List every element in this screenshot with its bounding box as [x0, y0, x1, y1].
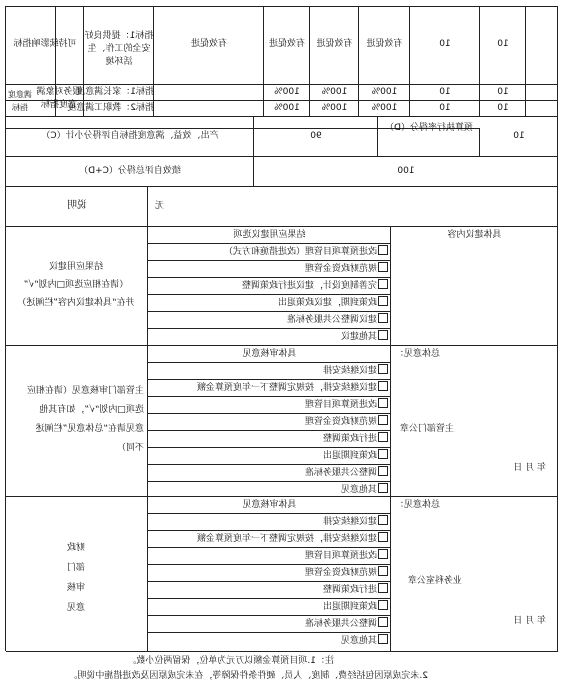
option-other[interactable]: [150, 482, 388, 499]
option-label: 建议继续安排，按规定调整下一年度预算金额: [196, 383, 377, 393]
checkbox[interactable]: [378, 600, 388, 610]
checkbox[interactable]: [378, 432, 388, 442]
checkbox[interactable]: [378, 483, 388, 493]
score-cell: 10: [439, 87, 451, 97]
option-continue[interactable]: [150, 363, 388, 380]
value-cell: 有效促进: [366, 39, 403, 49]
budget-score-value: 10: [513, 131, 525, 141]
option-label: 建议继续安排: [322, 517, 377, 527]
checkbox[interactable]: [378, 279, 388, 289]
row-divider: [6, 84, 558, 85]
footnote-2: 2.未完成原因包括经费、制度、人员、硬件条件保障等，在未完成原因及改进措施中说明。: [68, 671, 428, 681]
option-other[interactable]: [150, 329, 388, 346]
finance-options-header: 具体审核意见: [242, 500, 297, 510]
option-label: 政策到期退出: [322, 602, 377, 612]
score-cell: 10: [497, 87, 509, 97]
value-cell: 100%: [371, 87, 398, 97]
option-regulate-funds[interactable]: [150, 414, 388, 431]
option-label: 调整公共服务标准: [304, 468, 377, 478]
option-label: 改进预算项目管理（改进措施和方式）: [223, 247, 377, 257]
option-label: 改进预算项目管理: [304, 400, 377, 410]
option-improve-budget[interactable]: [150, 548, 388, 565]
dept-overall-label: 总体意见：: [394, 349, 440, 359]
value-cell: 有效促进: [269, 39, 306, 49]
option-continue[interactable]: [150, 514, 388, 531]
application-content-header: 具体建议内容: [447, 230, 502, 240]
label-line: 审核: [67, 583, 86, 593]
finance-date: 年 月 日: [513, 616, 546, 626]
category-sustainable: 可持续影响指标: [13, 39, 77, 49]
checkbox[interactable]: [378, 262, 388, 272]
option-continue-adjust[interactable]: [150, 380, 388, 397]
score-cell: 10: [497, 103, 509, 113]
option-label: 建议调整公共服务标准: [286, 315, 377, 325]
explain-label: 说明: [67, 200, 87, 211]
score-cell: 10: [497, 39, 509, 49]
option-label: 其他建议: [340, 332, 377, 342]
explain-value: 无: [154, 201, 164, 211]
dept-label: [8, 382, 144, 458]
checkbox[interactable]: [378, 532, 388, 542]
option-policy-exit[interactable]: [150, 448, 388, 465]
finance-overall-label: 总体意见：: [394, 500, 440, 510]
checkbox[interactable]: [378, 549, 388, 559]
option-label: 其他意见: [340, 485, 377, 495]
value-cell: 有效促进: [191, 39, 228, 49]
option-policy-adjust[interactable]: [150, 582, 388, 599]
col-divider: [390, 226, 391, 651]
label-line: 主管部门审核意见（请在相应: [26, 386, 144, 396]
option-improve-budget[interactable]: [150, 397, 388, 414]
option-label: 完善制度设计，建议进行政策调整: [241, 281, 377, 291]
checkbox[interactable]: [378, 296, 388, 306]
label-line: 结果应用建议: [49, 262, 104, 272]
label-line: 意见请在“总体意见”栏阐述: [35, 424, 144, 434]
row-divider: [6, 156, 558, 157]
total-label: 绩效自评总得分（C+D）: [79, 166, 181, 176]
col-divider: [479, 6, 480, 116]
col-divider: [147, 186, 148, 651]
dept-date: 年 月 日: [513, 463, 546, 473]
table-left-border: [557, 6, 558, 651]
option-policy-exit[interactable]: [150, 295, 388, 312]
option-label: 进行政策调整: [322, 434, 377, 444]
option-label: 规范财政资金管理: [304, 264, 377, 274]
score-cell: 10: [439, 103, 451, 113]
option-improve-budget[interactable]: [150, 244, 388, 261]
option-label: 改进预算项目管理: [304, 551, 377, 561]
label-line: （请在相应选项□内划“√”: [23, 280, 129, 290]
option-label: 规范财政资金管理: [304, 568, 377, 578]
label-line: 并在“具体建议内容”栏阐述）: [17, 298, 135, 308]
value-cell: 有效促进: [316, 39, 353, 49]
subtotal-label: 产出、效益、满意度指标自评得分小计（C）: [41, 131, 219, 141]
row-divider: [6, 186, 558, 187]
dept-option-list: [150, 363, 388, 499]
label-line: 意见: [67, 603, 86, 613]
score-cell: 10: [439, 39, 451, 49]
checkbox[interactable]: [378, 364, 388, 374]
option-policy-exit[interactable]: [150, 599, 388, 616]
checkbox[interactable]: [378, 617, 388, 627]
checkbox[interactable]: [378, 515, 388, 525]
checkbox[interactable]: [378, 415, 388, 425]
option-label: 规范财政资金管理: [304, 417, 377, 427]
option-label: 政策到期，建议政策退出: [277, 298, 377, 308]
col-divider: [409, 6, 410, 116]
checkbox[interactable]: [378, 398, 388, 408]
checkbox[interactable]: [378, 330, 388, 340]
col-divider: [358, 6, 359, 116]
option-continue-adjust[interactable]: [150, 531, 388, 548]
option-other[interactable]: [150, 633, 388, 650]
budget-score-label: 预算执行率得分（D）: [385, 123, 473, 133]
option-label: 建议继续安排，按规定调整下一年度预算金额: [196, 534, 377, 544]
finance-option-list: [150, 514, 388, 650]
table-top-border: [6, 6, 558, 7]
checkbox[interactable]: [378, 313, 388, 323]
option-label: 调整公共服务标准: [304, 619, 377, 629]
subcategory-satisfaction: 服务对象满意度指标: [36, 87, 82, 110]
option-policy-adjust[interactable]: [150, 278, 388, 295]
option-service-standard[interactable]: [150, 616, 388, 633]
finance-label: [58, 538, 94, 618]
option-label: 政策到期退出: [322, 451, 377, 461]
finance-stamp-label: 业务科室公章: [407, 576, 462, 586]
row-divider: [6, 116, 558, 117]
footnote-1: 注：1.项目预算金额以万元为单位，保留两位小数。: [127, 656, 334, 666]
value-cell: 100%: [321, 87, 348, 97]
label-line: 选项□内划“√”，如有其他: [39, 405, 144, 415]
checkbox[interactable]: [378, 245, 388, 255]
option-regulate-funds[interactable]: [150, 565, 388, 582]
option-label: 进行政策调整: [322, 585, 377, 595]
option-service-standard[interactable]: [150, 465, 388, 482]
option-label: 其他意见: [340, 636, 377, 646]
category-satisfaction: 满意度指标: [8, 90, 32, 112]
value-cell: 100%: [274, 87, 300, 97]
total-value: 100: [397, 166, 415, 176]
subtotal-value: 90: [310, 131, 322, 141]
application-options-header: 结果应用建议选项: [233, 230, 306, 240]
value-cell: 100%: [321, 103, 348, 113]
metric-staff: 指标2：教职工满意度: [67, 103, 154, 113]
col-divider: [525, 6, 526, 116]
metric-parents: 指标1：家长满意度: [76, 87, 154, 97]
checkbox[interactable]: [378, 449, 388, 459]
checkbox[interactable]: [378, 381, 388, 391]
checkbox[interactable]: [378, 466, 388, 476]
label-line: 财政: [67, 543, 86, 553]
option-policy-adjust[interactable]: [150, 431, 388, 448]
option-regulate-funds[interactable]: [150, 261, 388, 278]
metric-sustainable: 指标1：提供良好安全的工作、生活环境: [84, 31, 154, 67]
row-divider: [6, 100, 558, 101]
option-label: 建议继续安排: [322, 366, 377, 376]
dept-stamp-label: 主管部门公章: [399, 424, 454, 434]
row-divider: [6, 226, 558, 227]
application-option-list: [150, 244, 388, 346]
value-cell: 100%: [274, 103, 300, 113]
label-line: 部门: [67, 563, 86, 573]
value-cell: 100%: [371, 103, 398, 113]
checkbox[interactable]: [378, 566, 388, 576]
table-bottom-border: [6, 651, 558, 652]
label-line: 不同）: [116, 443, 144, 453]
application-label: [8, 258, 144, 312]
col-divider: [309, 6, 310, 116]
dept-options-header: 具体审核意见: [242, 349, 297, 359]
col-divider: [263, 6, 264, 116]
checkbox[interactable]: [378, 634, 388, 644]
option-service-standard[interactable]: [150, 312, 388, 329]
checkbox[interactable]: [378, 583, 388, 593]
